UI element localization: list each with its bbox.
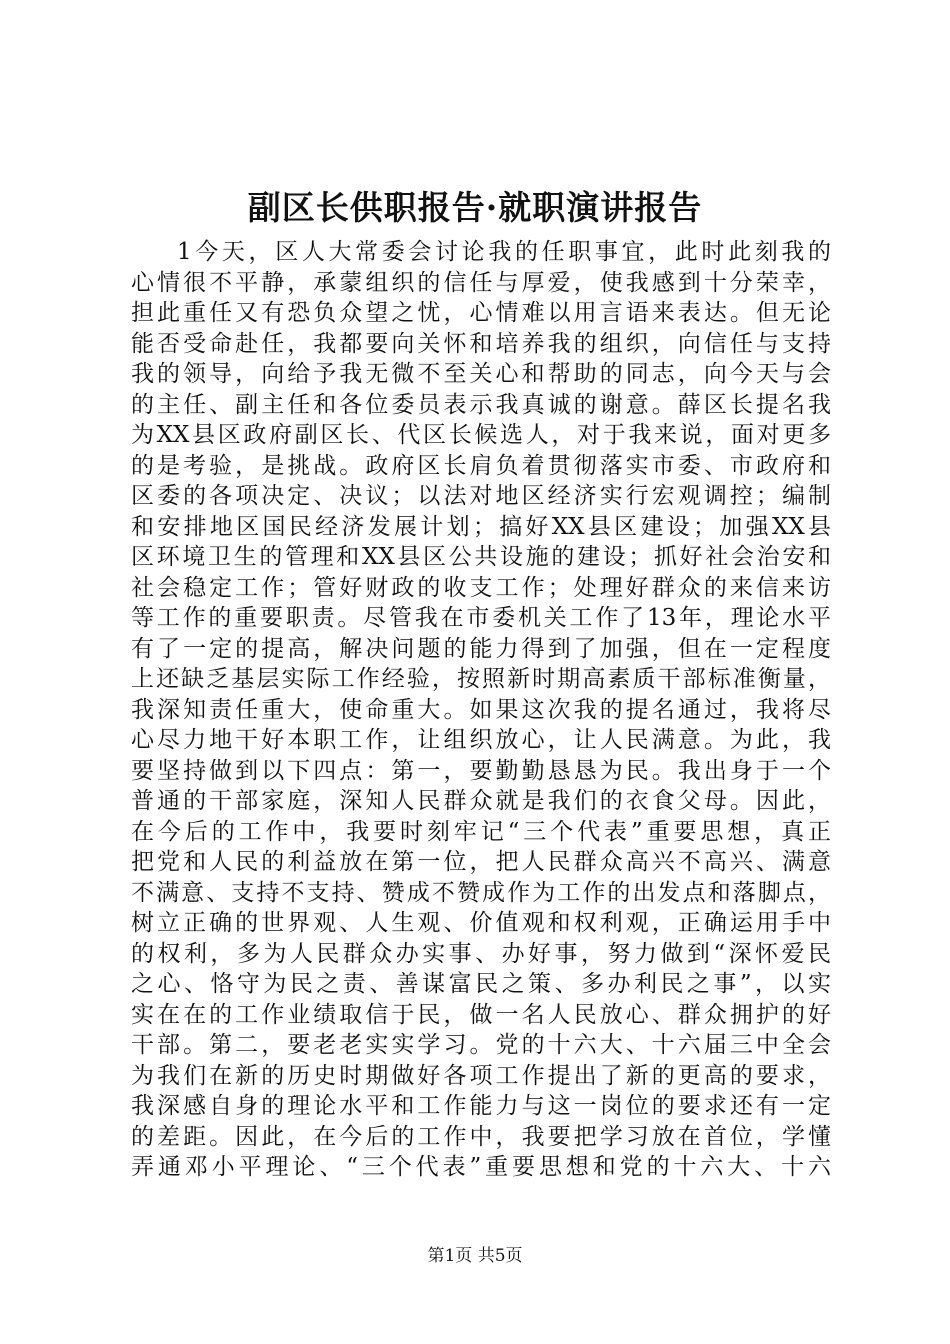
body-line: 实在在的工作业绩取信于民，做一名人民放心、群众拥护的好 <box>131 1001 831 1028</box>
body-line: 弄通邓小平理论、“三个代表”重要思想和党的十六大、十六 <box>131 1154 831 1180</box>
body-line: 树立正确的世界观、人生观、价值观和权利观，正确运用手中 <box>131 910 831 936</box>
document-title: 副区长供职报告·就职演讲报告 <box>247 188 703 227</box>
body-line: 和安排地区国民经济发展计划；搞好XX县区建设；加强XX县 <box>131 513 831 540</box>
body-line: 在今后的工作中，我要时刻牢记“三个代表”重要思想，真正 <box>131 818 831 845</box>
body-line: 要坚持做到以下四点：第一，要勤勤恳恳为民。我出身于一个 <box>131 757 831 784</box>
body-line: 不满意、支持不支持、赞成不赞成作为工作的出发点和落脚点， <box>131 879 831 906</box>
body-line: 干部。第二，要老老实实学习。党的十六大、十六届三中全会 <box>131 1032 831 1058</box>
body-line: 把党和人民的利益放在第一位，把人民群众高兴不高兴、满意 <box>131 849 831 875</box>
body-line: 担此重任又有恐负众望之忧，心情难以用言语来表达。但无论 <box>131 300 831 326</box>
page-number-footer: 第1页 共5页 <box>427 1246 523 1266</box>
body-line: 心情很不平静，承蒙组织的信任与厚爱，使我感到十分荣幸， <box>131 269 831 296</box>
body-line: 的是考验，是挑战。政府区长肩负着贯彻落实市委、市政府和 <box>131 452 831 479</box>
body-line: 的权利，多为人民群众办实事、办好事，努力做到“深怀爱民 <box>131 940 831 967</box>
body-line: 我深感自身的理论水平和工作能力与这一岗位的要求还有一定 <box>131 1093 831 1119</box>
body-line: 社会稳定工作；管好财政的收支工作；处理好群众的来信来访 <box>131 574 831 601</box>
body-line: 等工作的重要职责。尽管我在市委机关工作了13年，理论水平 <box>131 605 831 631</box>
body-line: 为XX县区政府副区长、代区长候选人，对于我来说，面对更多 <box>131 422 831 448</box>
body-line: 1今天，区人大常委会讨论我的任职事宜，此时此刻我的 <box>177 239 831 265</box>
body-line: 我的领导，向给予我无微不至关心和帮助的同志，向今天与会 <box>131 361 831 387</box>
body-line: 区环境卫生的管理和XX县区公共设施的建设；抓好社会治安和 <box>131 544 831 570</box>
document-body <box>131 237 831 1183</box>
body-line: 心尽力地干好本职工作，让组织放心，让人民满意。为此，我 <box>131 727 831 753</box>
body-line: 我深知责任重大，使命重大。如果这次我的提名通过，我将尽 <box>131 696 831 723</box>
body-line: 能否受命赴任，我都要向关怀和培养我的组织，向信任与支持 <box>131 330 831 357</box>
body-line: 的差距。因此，在今后的工作中，我要把学习放在首位，学懂 <box>131 1123 831 1150</box>
body-line: 普通的干部家庭，深知人民群众就是我们的衣食父母。因此， <box>131 788 831 814</box>
body-line: 的主任、副主任和各位委员表示我真诚的谢意。薛区长提名我 <box>131 391 831 418</box>
body-line: 之心、恪守为民之责、善谋富民之策、多办利民之事”，以实 <box>131 971 831 997</box>
body-line: 有了一定的提高，解决问题的能力得到了加强，但在一定程度 <box>131 635 831 662</box>
body-line: 区委的各项决定、决议；以法对地区经济实行宏观调控；编制 <box>131 483 831 509</box>
body-line: 上还缺乏基层实际工作经验，按照新时期高素质干部标准衡量， <box>131 666 831 692</box>
body-line: 为我们在新的历史时期做好各项工作提出了新的更高的要求， <box>131 1062 831 1089</box>
